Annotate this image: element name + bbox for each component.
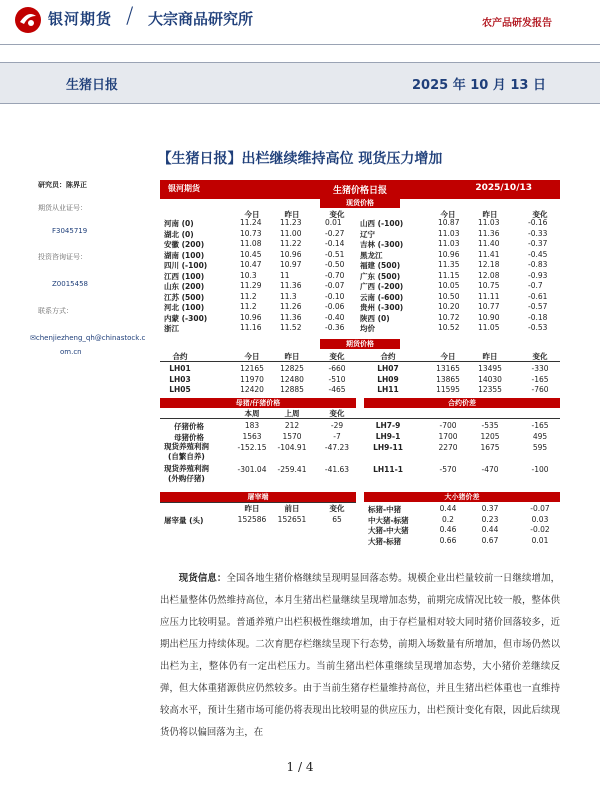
- size-spread-change: 0.03: [531, 514, 549, 524]
- ratio-rule: [160, 418, 560, 419]
- slaughter-rule: [160, 502, 356, 503]
- spot-change: -0.93: [528, 270, 548, 280]
- spot-change: -0.16: [528, 218, 548, 227]
- spot-change: -0.37: [528, 239, 548, 248]
- spot-yesterday: 11.03: [478, 218, 500, 227]
- spot-region-label: 陕西 (0): [360, 313, 390, 323]
- futures-value: 12355: [478, 385, 502, 394]
- ratio-label: 母猪价格: [174, 433, 204, 442]
- futures-value: 14030: [478, 374, 502, 384]
- spot-region-label: 内蒙 (-300): [164, 313, 208, 323]
- slaughter-change: 65: [332, 515, 342, 524]
- spot-region-label: 广东 (500): [360, 271, 401, 281]
- futures-contract: LH01: [169, 364, 191, 373]
- slaughter-day-before: 152651: [277, 515, 307, 524]
- spread-contract: LH9-1: [375, 432, 401, 441]
- slaughter-yesterday: 152586: [237, 515, 267, 524]
- futures-value: 13865: [436, 374, 460, 384]
- sow-piglet-section-bar: 母猪/仔猪价格: [160, 398, 356, 408]
- spot-yesterday: 11.05: [478, 323, 500, 332]
- email-line-2[interactable]: om.cn: [60, 348, 82, 356]
- spot-yesterday: 11.41: [478, 249, 500, 259]
- spot-yesterday: 12.08: [478, 270, 500, 280]
- email-line-1[interactable]: ✉chenjiezheng_qh@chinastock.c: [30, 334, 146, 342]
- futures-header: 今日: [440, 352, 456, 361]
- spot-today: 11.08: [240, 239, 262, 248]
- spot-today: 11.35: [438, 260, 460, 269]
- size-spread-yesterday: 0.44: [481, 525, 499, 534]
- spot-header: 变化: [532, 210, 548, 219]
- futures-contract: LH03: [169, 374, 191, 384]
- spot-today: 10.96: [438, 249, 460, 259]
- spot-region-label: 浙江: [164, 324, 179, 333]
- ratio-header: 本周: [244, 409, 260, 418]
- futures-value: 12480: [280, 374, 304, 384]
- spot-yesterday: 11.40: [478, 239, 500, 248]
- spread-change: -165: [531, 421, 549, 430]
- spot-region-label: 黑龙江: [360, 250, 383, 260]
- spot-region-label: 山西 (-100): [360, 219, 404, 228]
- ratio-this-week: -301.04: [237, 465, 267, 474]
- spot-change: -0.61: [528, 291, 548, 301]
- spot-yesterday: 11.36: [280, 312, 302, 322]
- spot-yesterday: 11.11: [478, 291, 500, 301]
- spot-today: 10.45: [240, 249, 262, 259]
- spot-change: -0.70: [325, 270, 345, 280]
- researcher-label-text: 研究员：: [38, 181, 66, 189]
- spot-today: 11.2: [240, 302, 257, 311]
- futures-header: 合约: [172, 352, 188, 361]
- spread-today: -570: [439, 465, 457, 474]
- spread-change: 595: [532, 443, 548, 452]
- spot-change: -0.36: [325, 323, 345, 332]
- spread-yesterday: -470: [481, 465, 499, 474]
- spot-region-label: 河北 (100): [164, 303, 205, 312]
- spot-region-label: 广西 (-200): [360, 282, 404, 291]
- spot-yesterday: 11.22: [280, 239, 302, 248]
- futures-value: 11970: [240, 374, 264, 384]
- spread-yesterday: 1205: [480, 432, 500, 441]
- spot-change: -0.57: [528, 302, 548, 311]
- spot-header: 今日: [440, 210, 456, 219]
- futures-value: -660: [328, 364, 346, 373]
- spot-region-label: 湖南 (100): [164, 250, 205, 260]
- page-number: 1 / 4: [286, 760, 314, 774]
- spot-today: 10.50: [438, 291, 460, 301]
- size-spread-today: 0.44: [439, 504, 457, 513]
- spot-yesterday: 11.52: [280, 323, 302, 332]
- size-spread-change: -0.02: [530, 525, 550, 534]
- ratio-change: -29: [330, 421, 344, 430]
- slaughter-header: 变化: [329, 504, 345, 513]
- size-spread-label: 标猪-中猪: [368, 505, 402, 514]
- futures-value: 12825: [280, 364, 304, 373]
- size-spread-today: 0.2: [442, 514, 454, 524]
- spread-today: 1700: [438, 432, 458, 441]
- futures-value: -760: [531, 385, 549, 394]
- futures-value: -465: [328, 385, 346, 394]
- futures-contract: LH07: [377, 364, 399, 373]
- report-type: 农产品研发报告: [482, 18, 552, 29]
- spot-today: 11.29: [240, 281, 262, 290]
- spread-today: -700: [439, 421, 457, 430]
- band-title: 生猪日报: [66, 78, 119, 93]
- size-spread-today: 0.66: [439, 535, 457, 545]
- futures-value: 11595: [436, 385, 460, 394]
- spot-region-label: 河南 (0): [164, 219, 194, 228]
- spot-change: -0.45: [528, 249, 548, 259]
- spot-today: 11.15: [438, 270, 460, 280]
- futures-value: 12420: [240, 385, 264, 394]
- spot-region-label: 山东 (200): [164, 282, 205, 291]
- spot-today: 10.72: [438, 312, 460, 322]
- body-heading: 现货信息：: [178, 573, 227, 584]
- contact-label: 联系方式：: [38, 307, 73, 315]
- size-spread-label: 中大猪-标猪: [368, 515, 409, 525]
- spot-today: 11.03: [438, 228, 460, 238]
- ratio-this-week: 183: [244, 421, 260, 430]
- spot-yesterday: 11: [280, 270, 290, 280]
- slaughter-header: 前日: [284, 504, 300, 513]
- spot-yesterday: 12.18: [478, 260, 500, 269]
- size-spread-yesterday: 0.37: [481, 504, 499, 513]
- spot-yesterday: 11.26: [280, 302, 302, 311]
- spot-change: -0.50: [325, 260, 345, 269]
- ratio-label: 现货养殖利润: [164, 442, 209, 451]
- spot-today: 10.47: [240, 260, 262, 269]
- spot-region-label: 均价: [360, 324, 375, 333]
- futures-value: -510: [328, 374, 346, 384]
- size-spread-change: 0.01: [531, 535, 549, 545]
- institute-name: 大宗商品研究所: [148, 10, 254, 28]
- slaughter-header: 昨日: [244, 504, 260, 513]
- ratio-last-week: -259.41: [277, 465, 307, 474]
- spot-region-label: 福建 (500): [360, 261, 401, 270]
- panel-title: 生猪价格日报: [332, 186, 387, 196]
- ratio-label-sub: (自繁自养): [168, 452, 205, 461]
- futures-value: 12885: [280, 385, 304, 394]
- spot-region-label: 四川 (-100): [164, 261, 208, 270]
- spot-region-label: 辽宁: [360, 229, 375, 239]
- ratio-label: 现货养殖利润: [164, 464, 209, 473]
- ratio-last-week: -104.91: [277, 443, 307, 452]
- spot-region-label: 江西 (100): [164, 271, 205, 281]
- advisor-label: 投资咨询证号：: [38, 253, 87, 261]
- spot-header: 今日: [244, 210, 260, 219]
- page-title: 【生猪日报】出栏继续维持高位 现货压力增加: [157, 151, 443, 167]
- spot-change: -0.27: [325, 228, 345, 238]
- size-spread-yesterday: 0.67: [481, 535, 499, 545]
- price-panel: [160, 180, 560, 555]
- ratio-change: -7: [333, 432, 341, 441]
- panel-date: 2025/10/13: [475, 183, 532, 193]
- researcher-name: 陈界正: [66, 181, 87, 189]
- ratio-label: 仔猪价格: [174, 422, 204, 431]
- spot-change: -0.14: [325, 239, 345, 248]
- spot-today: 11.16: [240, 323, 262, 332]
- spot-today: 10.52: [438, 323, 460, 332]
- spot-yesterday: 10.75: [478, 281, 500, 290]
- futures-header: 今日: [244, 352, 260, 361]
- license-label: 期货从业证号：: [38, 204, 87, 212]
- researcher-label: [38, 180, 87, 190]
- panel-logo: 银河期货: [168, 184, 200, 193]
- spread-section-bar: 合约价差: [364, 398, 560, 408]
- advisor-number: Z0015458: [52, 280, 88, 288]
- slaughter-label: 屠宰量 (头): [164, 516, 204, 525]
- spot-today: 11.03: [438, 239, 460, 248]
- spot-section-bar: 现货价格: [320, 198, 400, 208]
- ratio-change: -41.63: [324, 465, 350, 474]
- header-slash: /: [126, 4, 134, 29]
- futures-section-bar: 期货价格: [320, 339, 400, 349]
- spread-yesterday: 1675: [480, 443, 500, 452]
- futures-header: 变化: [329, 352, 345, 361]
- ratio-last-week: 212: [284, 421, 300, 430]
- spot-change: -0.51: [325, 249, 345, 259]
- spread-contract: LH9-11: [373, 443, 403, 452]
- spread-yesterday: -535: [481, 421, 499, 430]
- spot-change: -0.06: [325, 302, 345, 311]
- spot-yesterday: 11.36: [280, 281, 302, 290]
- size-spread-change: -0.07: [530, 504, 550, 513]
- spot-region-label: 湖北 (0): [164, 229, 194, 239]
- spot-region-label: 吉林 (-300): [360, 240, 404, 249]
- ratio-last-week: 1570: [282, 432, 302, 441]
- spot-today: 11.24: [240, 218, 262, 227]
- spot-yesterday: 10.96: [280, 249, 302, 259]
- band-date: 2025 年 10 月 13 日: [412, 78, 546, 93]
- spot-today: 10.05: [438, 281, 460, 290]
- size-spread-section-bar: 大小猪价差: [364, 492, 560, 502]
- spot-change: -0.53: [528, 323, 548, 332]
- futures-value: 13165: [436, 364, 460, 373]
- spot-yesterday: 10.90: [478, 312, 500, 322]
- futures-contract: LH11: [377, 385, 399, 394]
- header-divider: [0, 44, 600, 45]
- spot-region-label: 安徽 (200): [164, 240, 205, 249]
- spot-today: 10.20: [438, 302, 460, 311]
- slaughter-section-bar: 屠宰端: [160, 492, 356, 502]
- ratio-change: -47.23: [324, 443, 350, 452]
- spot-today: 10.87: [438, 218, 460, 227]
- size-spread-label: 大猪-标猪: [368, 536, 402, 546]
- spot-change: -0.18: [528, 312, 548, 322]
- spot-yesterday: 11.36: [478, 228, 500, 238]
- futures-value: -330: [531, 364, 549, 373]
- spot-today: 10.73: [240, 228, 262, 238]
- spot-change: -0.07: [325, 281, 345, 290]
- futures-value: 12165: [240, 364, 264, 373]
- spot-today: 10.96: [240, 312, 262, 322]
- futures-value: 13495: [478, 364, 502, 373]
- spread-change: 495: [532, 432, 548, 441]
- size-spread-label: 大猪-中大猪: [368, 526, 409, 535]
- ratio-this-week: -152.15: [237, 443, 267, 452]
- futures-header: 昨日: [482, 352, 498, 361]
- size-spread-yesterday: 0.23: [481, 514, 499, 524]
- futures-rule: [160, 361, 560, 362]
- spread-change: -100: [531, 465, 549, 474]
- body-paragraph: [160, 568, 560, 744]
- galaxy-logo-icon: [14, 6, 42, 34]
- spot-yesterday: 11.23: [280, 218, 302, 227]
- spot-region-label: 贵州 (-300): [360, 303, 404, 312]
- ratio-header: 变化: [329, 409, 345, 418]
- spread-today: 2270: [438, 443, 458, 452]
- spot-yesterday: 10.77: [478, 302, 500, 311]
- spot-change: -0.7: [528, 281, 543, 290]
- futures-header: 变化: [532, 352, 548, 361]
- futures-header: 昨日: [284, 352, 300, 361]
- spot-today: 11.2: [240, 291, 257, 301]
- spot-region-label: 江苏 (500): [164, 292, 205, 302]
- spot-change: -0.10: [325, 291, 345, 301]
- spot-yesterday: 11.3: [280, 291, 297, 301]
- ratio-label-sub: (外购仔猪): [168, 474, 205, 483]
- spot-change: -0.40: [325, 312, 345, 322]
- spread-contract: LH7-9: [375, 421, 401, 430]
- spot-change: 0.01: [325, 218, 342, 227]
- ratio-header: 上周: [284, 409, 300, 418]
- spot-change: -0.33: [528, 228, 548, 238]
- spread-contract: LH11-1: [373, 465, 403, 474]
- ratio-this-week: 1563: [242, 432, 262, 441]
- brand-name: 银河期货: [48, 10, 113, 28]
- spot-region-label: 云南 (-600): [360, 292, 404, 302]
- futures-header: 合约: [380, 352, 396, 361]
- spot-header: 昨日: [284, 210, 300, 219]
- spot-header: 变化: [329, 210, 345, 219]
- spot-yesterday: 10.97: [280, 260, 302, 269]
- futures-contract: LH09: [377, 374, 399, 384]
- license-number: F3045719: [52, 227, 88, 235]
- size-spread-today: 0.46: [439, 525, 457, 534]
- spot-yesterday: 11.00: [280, 228, 302, 238]
- futures-contract: LH05: [169, 385, 191, 394]
- spot-today: 10.3: [240, 270, 257, 280]
- body-content: 全国各地生猪价格继续呈现明显回落态势。规模企业出栏量较前一日继续增加，出栏量整体仍然维持高位，本月生猪出栏量继续呈现增加态势，前期完成情况比较一般，整体供应压力比较明显。普通养殖户出栏积极性继续增加，由于存栏量相对较大同时猪价回落较多，近期出栏压力持续体现。二次育肥存栏继续呈现下行态势，前期入场数量有所增加，但市场仍然以出栏为主，整体仍有一定出栏压力。当前生猪出栏体重继续呈现增加态势，大小猪价差继续反弹，但大体重猪源供应仍然较多。由于当前生猪存栏量维持高位，并且生猪出栏体重也一直维持较高水平，预计生猪市场可能仍将表现出比较明显的供应压力，出栏预计变化有限，因此后续现货仍将以偏回落为主，在: [160, 573, 560, 738]
- futures-value: -165: [531, 374, 549, 384]
- spot-header: 昨日: [482, 210, 498, 219]
- spot-change: -0.83: [528, 260, 548, 269]
